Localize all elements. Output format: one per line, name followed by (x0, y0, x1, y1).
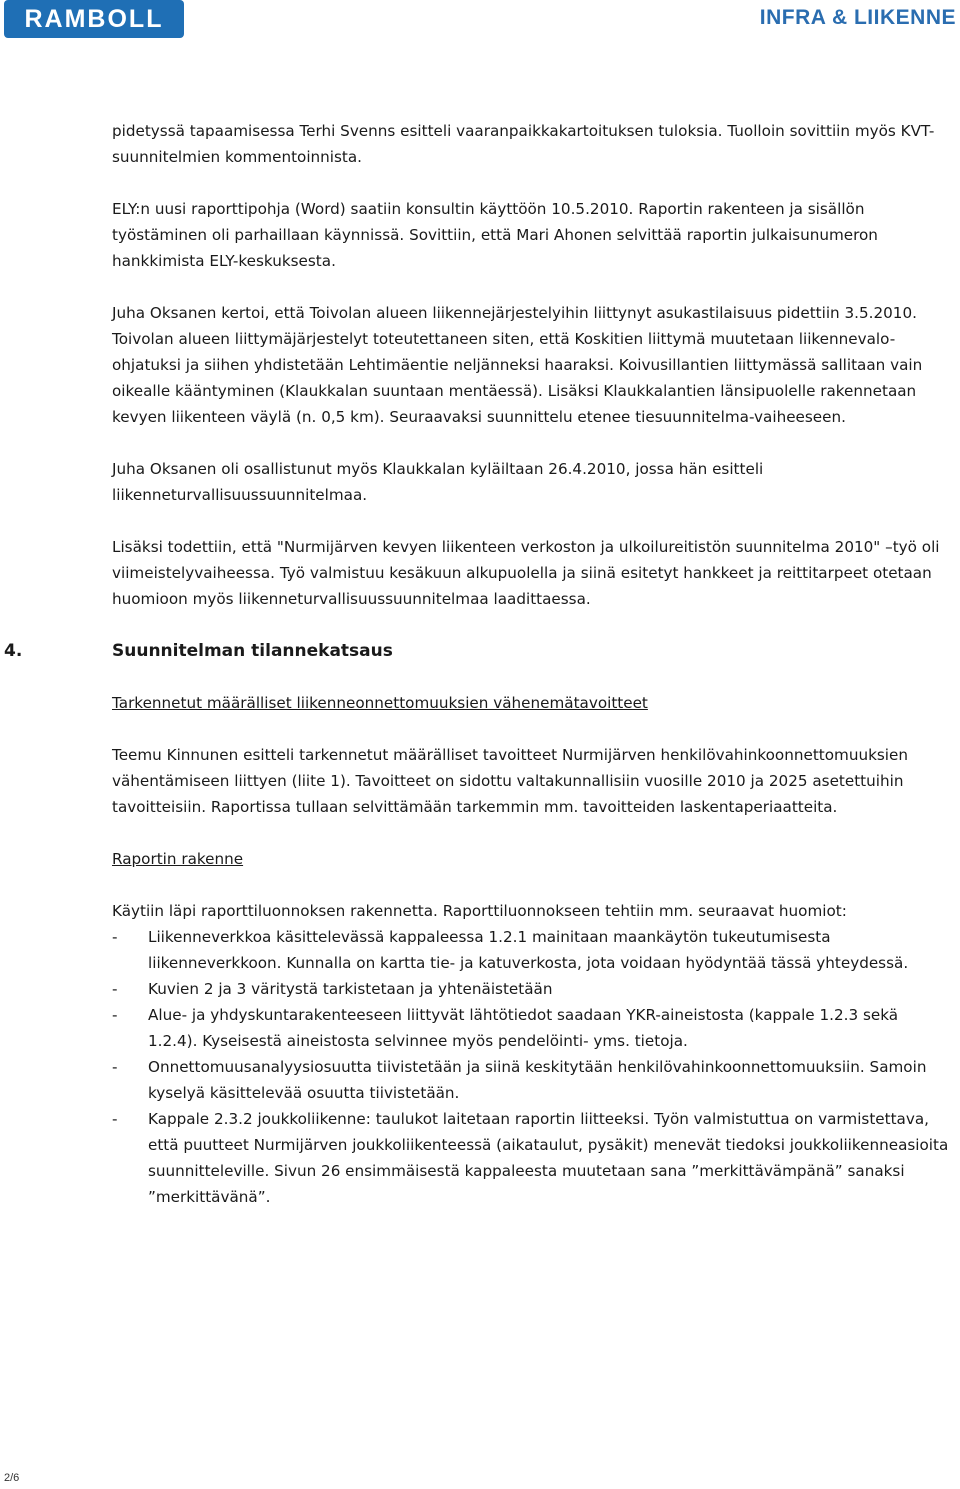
section-heading (4, 638, 952, 664)
division-title: INFRA & LIIKENNE (759, 6, 956, 29)
page-number: 2/6 (4, 1472, 20, 1484)
list-item: - Kuvien 2 ja 3 väritystä tarkistetaan ja yhtenäistetään (112, 976, 952, 1002)
logo-text: RAMBOLL (24, 4, 164, 33)
list-item: - Alue- ja yhdyskuntarakenteeseen liittyvät lähtötiedot saadaan YKR-aineistosta (kappale 1.2.3 sekä 1.2.4). Kyseisestä aineistosta selvinnee myös pendelöinti- yms. tietoja. (112, 1002, 952, 1054)
paragraph-5: Lisäksi todettiin, että "Nurmijärven kevyen liikenteen verkoston ja ulkoilureitistön suunnitelma 2010" –työ oli viimeistelyvaiheessa. Työ valmistuu kesäkuun alkupuolella ja siinä esitetyt hankkeet ja reittitarpeet otetaan huomioon myös liikenneturvallisuussuunnitelmaa laadittaessa. (112, 538, 940, 608)
list-item: - Kappale 2.3.2 joukkoliikenne: taulukot laitetaan raportin liitteeksi. Työn valmistuttua on varmistettava, että puutteet Nurmijärven joukkoliikenteessä (aikataulut, pysäkit) menevät tiedoksi joukkoliikenneasioita suunnitteleville. Sivun 26 ensimmäisestä kappaleesta muutetaan sana ”merkittävämpänä” sanaksi ”merkittävänä”. (112, 1106, 952, 1210)
document-body (4, 118, 952, 1210)
section-number: 4. (4, 641, 23, 661)
subsection-intro-report: Käytiin läpi raporttiluonnoksen rakennetta. Raporttiluonnokseen tehtiin mm. seuraavat huomiot: (112, 902, 847, 920)
list-item: - Liikenneverkkoa käsittelevässä kappaleessa 1.2.1 mainitaan maankäytön tukeutumisesta liikenneverkkoon. Kunnalla on kartta tie- ja katuverkosta, jota voidaan hyödyntää tässä yhteydessä. (112, 924, 952, 976)
subsection-text-targets: Teemu Kinnunen esitteli tarkennetut määrälliset tavoitteet Nurmijärven henkilövahinkoonnettomuuksien vähentämiseen liittyen (liite 1). Tavoitteet on sidottu valtakunnallisiin vuosille 2010 ja 2025 asetettuihin tavoitteisiin. Raportissa tullaan selvittämään tarkemmin mm. tavoitteiden laskentaperiaatteita. (112, 746, 908, 816)
section-title: Suunnitelman tilannekatsaus (112, 641, 393, 661)
paragraph-3: Juha Oksanen kertoi, että Toivolan alueen liikennejärjestelyihin liittynyt asukastilaisuus pidettiin 3.5.2010. Toivolan alueen liittymäjärjestelyt toteutettaneen siten, että Koskitien liittymä muutetaan liikennevalo-ohjatuksi ja siihen yhdistetään Lehtimäentie neljänneksi haaraksi. Koivusillantien liittymässä sallitaan vain oikealle kääntyminen (Klaukkalan suuntaan mentäessä). Lisäksi Klaukkalantien länsipuolelle rakennetaan kevyen liikenteen väylä (n. 0,5 km). Seuraavaksi suunnittelu etenee tiesuunnitelma-vaiheeseen. (112, 304, 923, 426)
subsection-title-report: Raportin rakenne (112, 850, 244, 868)
paragraph-4: Juha Oksanen oli osallistunut myös Klaukkalan kyläiltaan 26.4.2010, jossa hän esitteli liikenneturvallisuussuunnitelmaa. (112, 460, 764, 504)
ramboll-logo (4, 0, 184, 38)
remarks-list (112, 924, 952, 1210)
subsection-title-targets: Tarkennetut määrälliset liikenneonnettomuuksien vähenemätavoitteet (112, 694, 648, 712)
list-item: - Onnettomuusanalyysiosuutta tiivistetään ja siinä keskitytään henkilövahinkoonnettomuuksiin. Samoin kyselyä käsittelevää osuutta tiivistetään. (112, 1054, 952, 1106)
paragraph-1: pidetyssä tapaamisessa Terhi Svenns esitteli vaaranpaikkakartoituksen tuloksia. Tuolloin sovittiin myös KVT-suunnitelmien kommentoinnista. (112, 122, 935, 166)
paragraph-2: ELY:n uusi raporttipohja (Word) saatiin konsultin käyttöön 10.5.2010. Raportin rakenteen ja sisällön työstäminen oli parhaillaan käynnissä. Sovittiin, että Mari Ahonen selvittää raportin julkaisunumeron hankkimista ELY-keskuksesta. (112, 200, 878, 270)
